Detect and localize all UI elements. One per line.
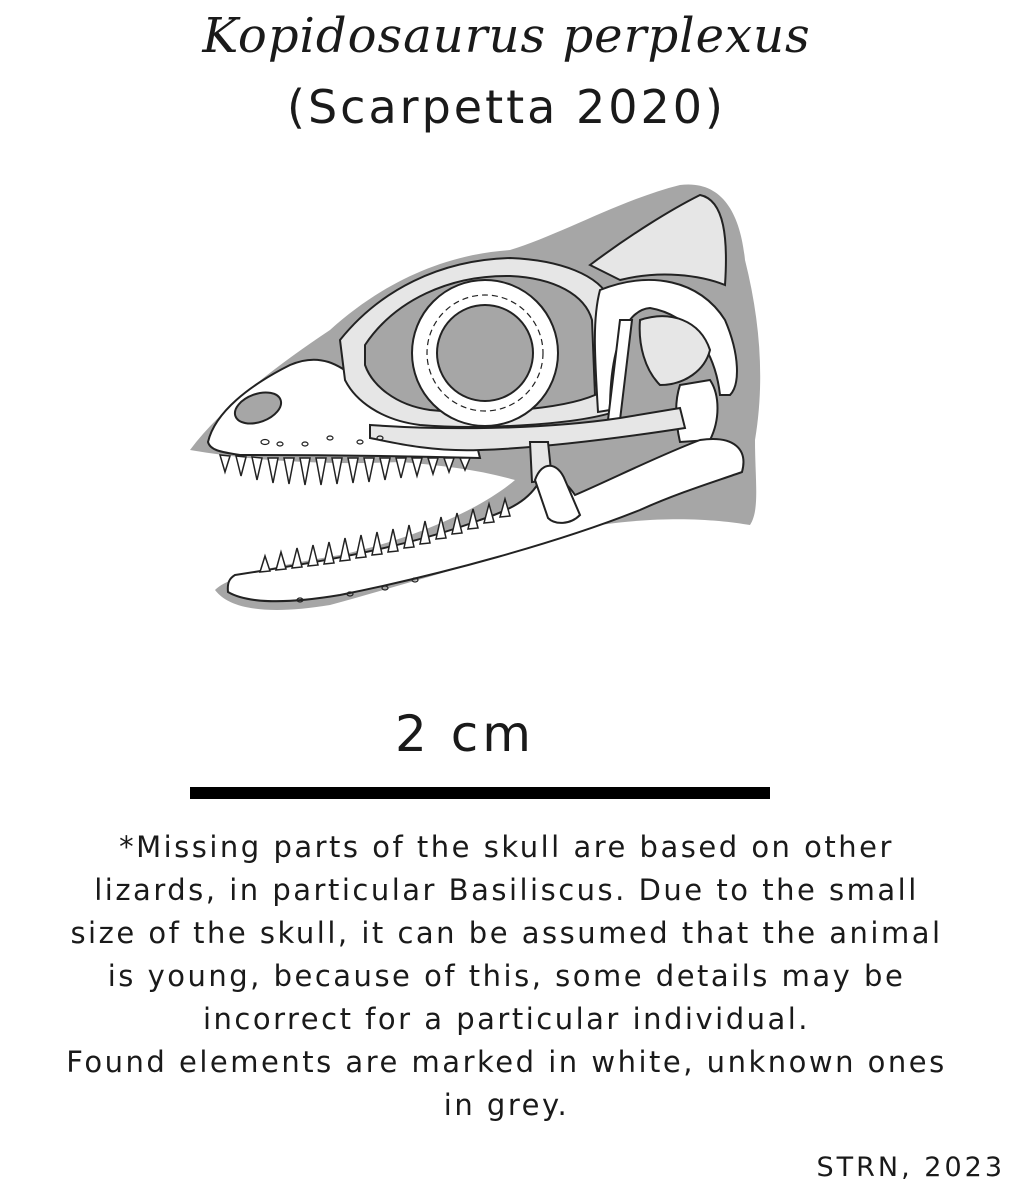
skull-illustration: [180, 180, 780, 620]
artist-credit: STRN, 2023: [816, 1152, 1005, 1183]
species-title: Kopidosaurus perplexus: [202, 8, 811, 64]
citation-subtitle: (Scarpetta 2020): [287, 80, 726, 134]
explanatory-note: *Missing parts of the skull are based on other lizards, in particular Basiliscus. Due to the small size of the skull, it can be assumed that the animal is young, because of this, some details may be incorrect for a particular individual. Found elements are marked in white, unknown ones in grey.: [66, 830, 947, 1122]
scale-bar: [190, 787, 770, 799]
scale-bar-label: 2 cm: [395, 705, 535, 763]
pupil: [437, 305, 533, 401]
quadrate: [676, 380, 717, 442]
